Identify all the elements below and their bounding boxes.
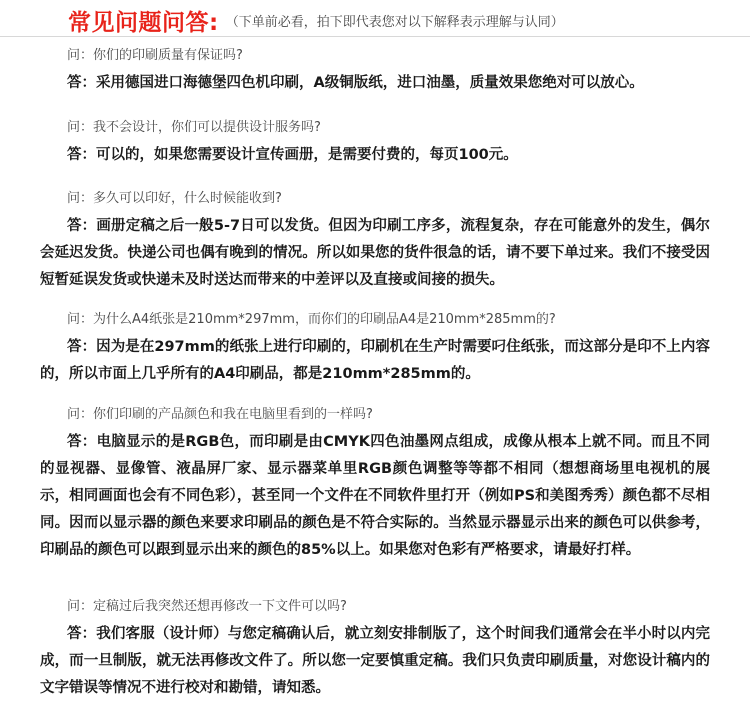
- faq-answer: 答：我们客服（设计师）与您定稿确认后，就立刻安排制版了，这个时间我们通常会在半小时以内完成，而一旦制版，就无法再修改文件了。所以您一定要慎重定稿。我们只负责印刷质量，对您设计稿内的文字错误等情况不进行校对和勘错，请知悉。: [40, 626, 710, 696]
- faq-answer: 答：画册定稿之后一般5-7日可以发货。但因为印刷工序多，流程复杂，存在可能意外的发生，偶尔会延迟发货。快递公司也偶有晚到的情况。所以如果您的货件很急的话，请不要下单过来。我们不接受因短暂延误发货或快递未及时送达而带来的中差评以及直接或间接的损失。: [40, 218, 710, 288]
- page-title: 常见问题问答:: [68, 10, 219, 36]
- faq-question: 问：你们印刷的产品颜色和我在电脑里看到的一样吗?: [67, 407, 373, 422]
- faq-item-delivery-time: [40, 190, 710, 294]
- faq-answer: 答：因为是在297mm的纸张上进行印刷的，印刷机在生产时需要叼住纸张，而这部分是印不上内容的，所以市面上几乎所有的A4印刷品，都是210mm*285mm的。: [40, 339, 710, 382]
- faq-question: 问：定稿过后我突然还想再修改一下文件可以吗?: [67, 599, 347, 614]
- header-divider: [0, 36, 750, 37]
- faq-item-modify-after-final: [40, 598, 710, 702]
- faq-item-design-service: [40, 119, 710, 169]
- faq-answer: 答：电脑显示的是RGB色，而印刷是由CMYK四色油墨网点组成，成像从根本上就不同。而且不同的显视器、显像管、液晶屏厂家、显示器菜单里RGB颜色调整等等都不相同（想想商场里电视机的展示，相同画面也会有不同色彩），甚至同一个文件在不同软件里打开（例如PS和美图秀秀）颜色都不尽相同。因而以显示器的颜色来要求印刷品的颜色是不符合实际的。当然显示器显示出来的颜色可以供参考，印刷品的颜色可以跟到显示出来的颜色的85%以上。如果您对色彩有严格要求，请最好打样。: [40, 434, 710, 558]
- faq-question: 问：多久可以印好，什么时候能收到?: [67, 191, 282, 206]
- faq-question: 问：为什么A4纸张是210mm*297mm，而你们的印刷品A4是210mm*285mm的?: [67, 312, 556, 327]
- faq-item-color-accuracy: [40, 406, 710, 564]
- faq-item-a4-size: [40, 311, 710, 388]
- faq-question: 问：我不会设计，你们可以提供设计服务吗?: [67, 120, 321, 135]
- faq-item-print-quality: [40, 47, 710, 97]
- faq-question: 问：你们的印刷质量有保证吗?: [67, 48, 243, 63]
- faq-answer: 答：采用德国进口海德堡四色机印刷，A级铜版纸，进口油墨，质量效果您绝对可以放心。: [67, 75, 644, 91]
- faq-header: [68, 4, 728, 38]
- header-notice: （下单前必看，拍下即代表您对以下解释表示理解与认同）: [225, 15, 564, 30]
- faq-answer: 答：可以的，如果您需要设计宣传画册，是需要付费的，每页100元。: [67, 147, 518, 163]
